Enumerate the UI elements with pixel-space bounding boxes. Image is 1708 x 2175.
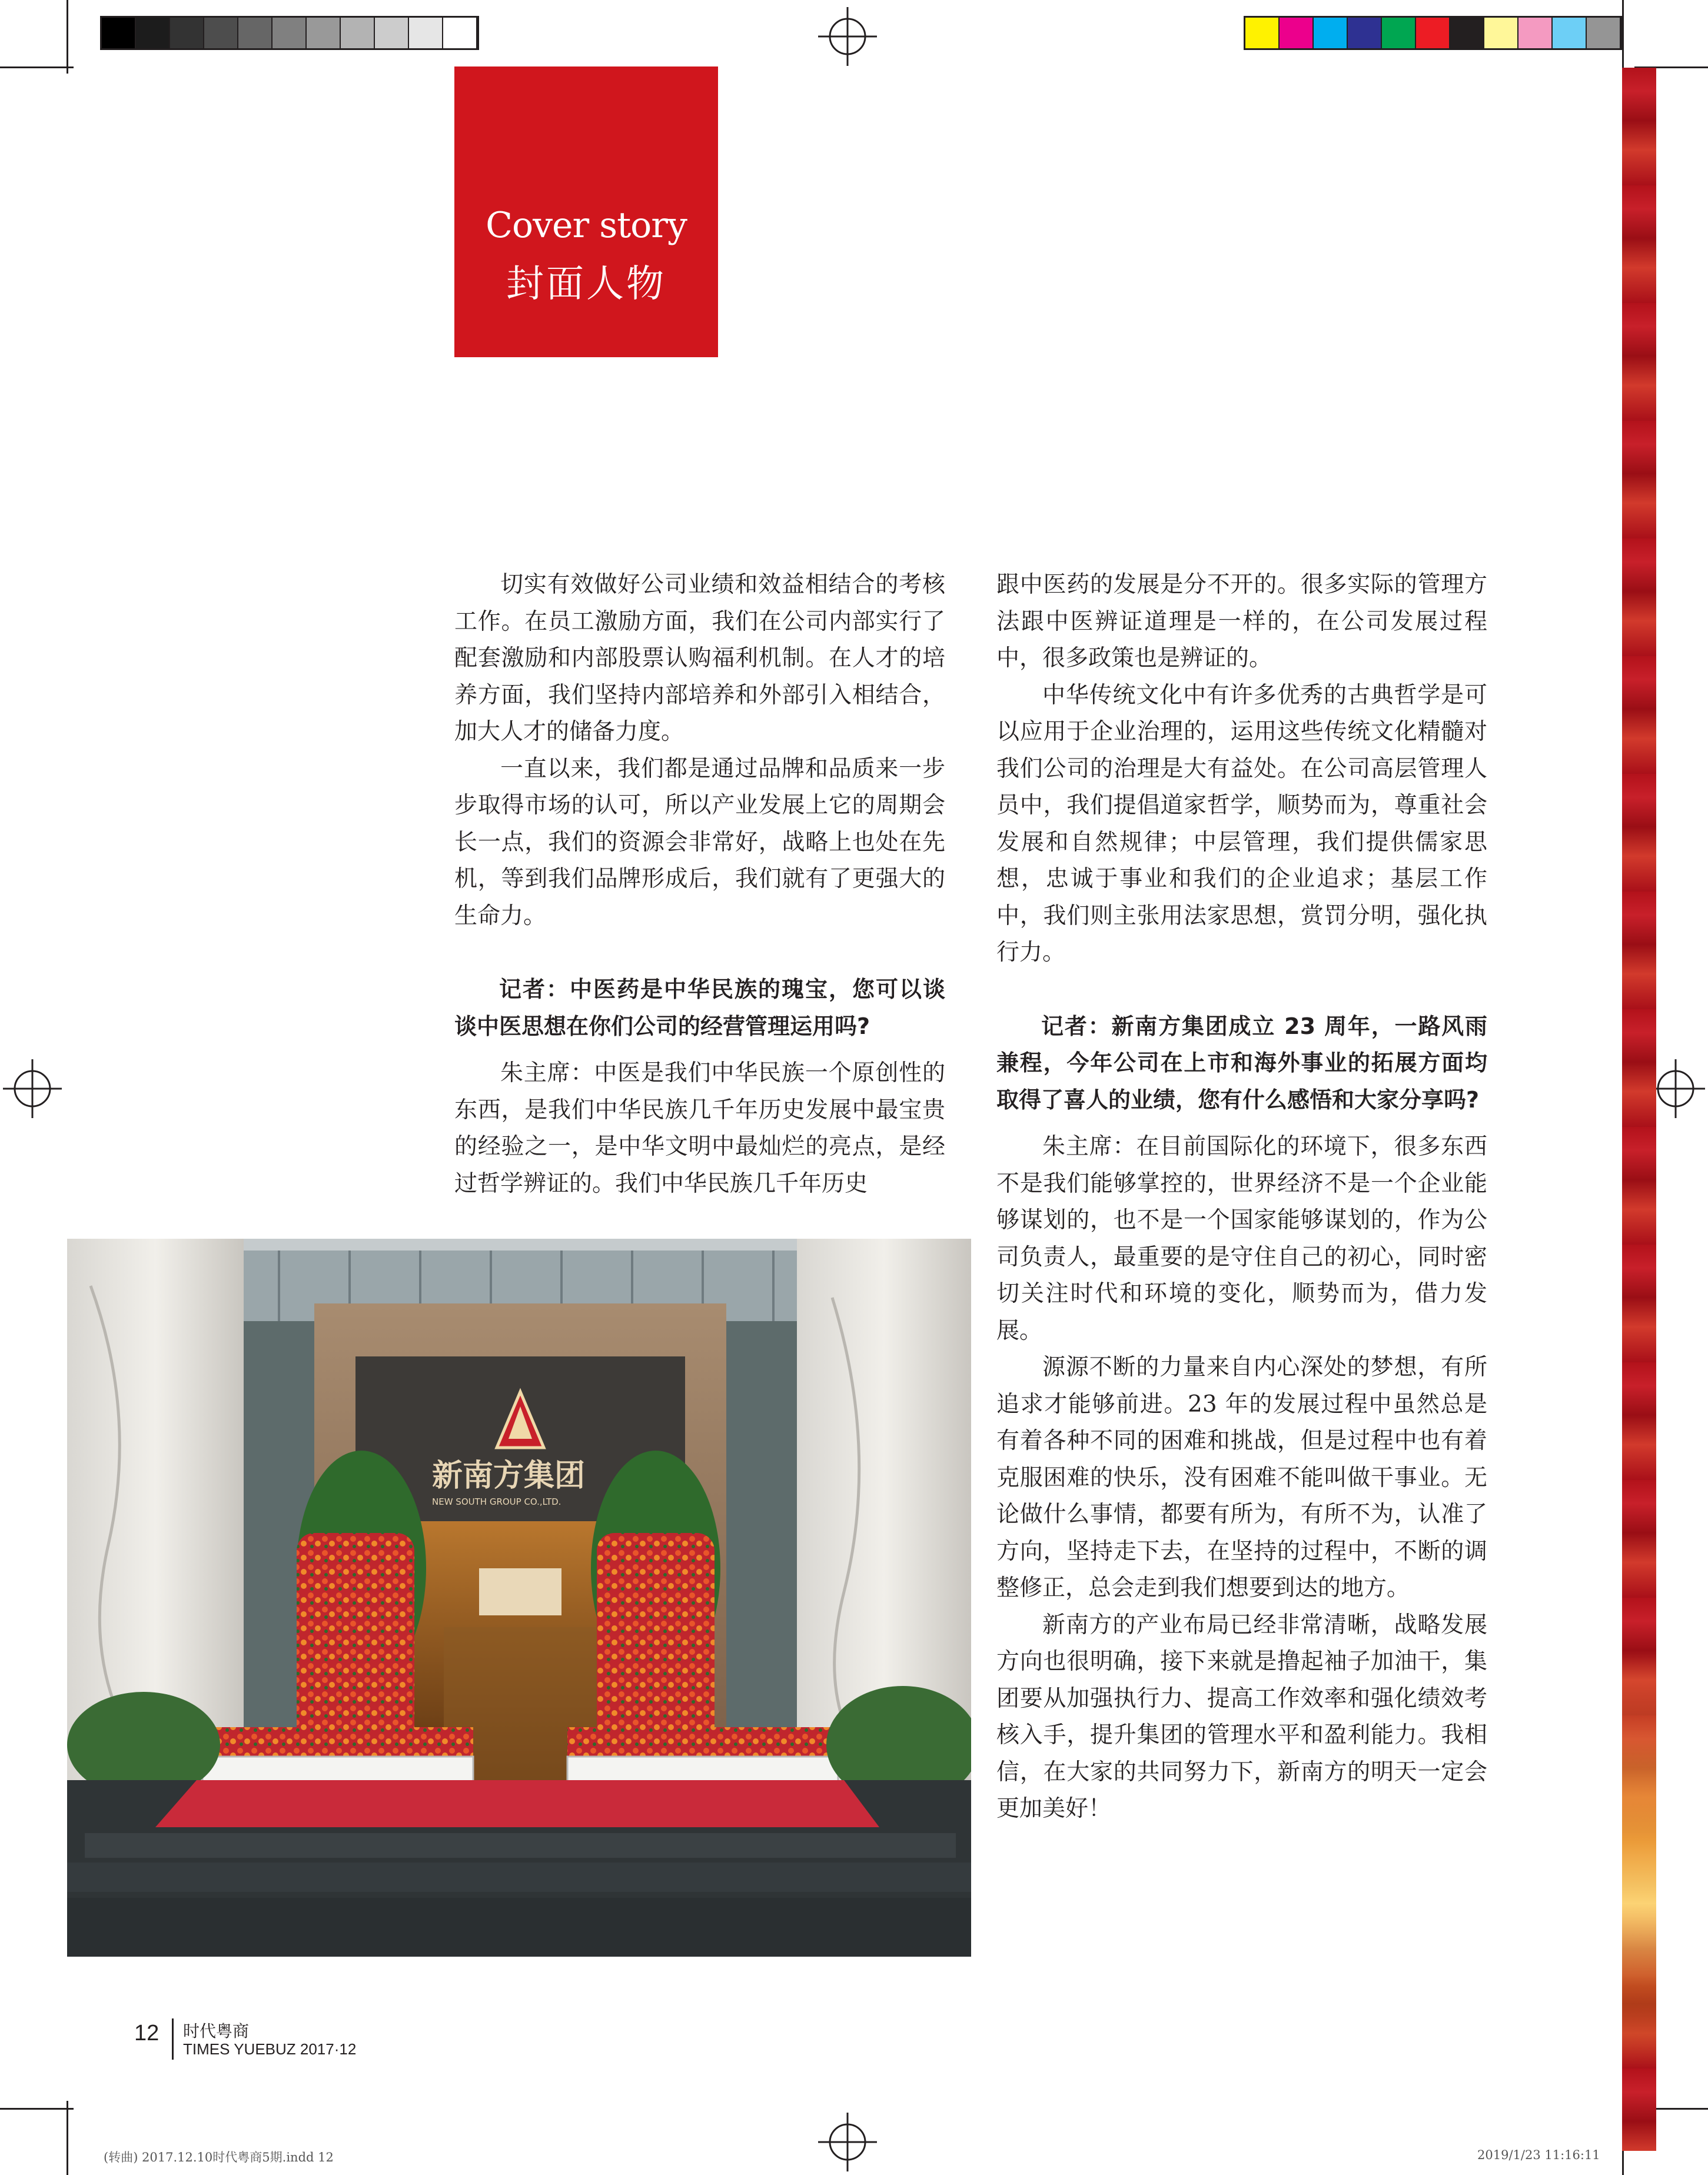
building-sign-cn: 新南方集团 [432,1458,586,1494]
color-swatch [1314,18,1348,48]
registration-mark [818,7,877,66]
crop-mark [1622,0,1624,74]
crop-mark [67,2101,68,2175]
grayscale-color-bar [100,16,479,50]
color-swatch [1245,18,1280,48]
body-paragraph: 朱主席：中医是我们中华民族一个原创性的东西，是我们中华民族几千年历史发展中最宝贵的经验之一，是中华文明中最灿烂的亮点，是经过哲学辨证的。我们中华民族几千年历史 [454,1060,945,1197]
slug-timestamp: 2019/1/23 11:16:11 [1477,2148,1600,2162]
crop-mark [67,0,68,74]
color-swatch [170,18,204,48]
color-swatch [1518,18,1553,48]
left-text-column [454,567,945,1202]
color-swatch [136,18,170,48]
page-number: 12 [134,2021,159,2046]
color-swatch [102,18,136,48]
color-swatch [204,18,238,48]
color-swatch [1280,18,1314,48]
interview-question: 记者：新南方集团成立 23 周年，一路风雨兼程，今年公司在上市和海外事业的拓展方面均取得了喜人的业绩，您有什么感悟和大家分享吗? [996,1013,1487,1113]
color-swatch [1382,18,1416,48]
magazine-name-en: TIMES YUEBUZ 2017·12 [183,2040,357,2058]
crop-mark [0,2108,74,2110]
process-color-bar [1244,16,1623,50]
section-label-block [454,66,718,357]
color-swatch [1416,18,1450,48]
slug-file-name: (转曲) 2017.12.10时代粤商5期.indd 12 [104,2150,334,2164]
interview-question: 记者：中医药是中华民族的瑰宝，您可以谈谈中医思想在你们公司的经营管理运用吗? [454,976,945,1039]
color-swatch [375,18,409,48]
body-paragraph: 朱主席：在目前国际化的环境下，很多东西不是我们能够掌控的，世界经济不是一个企业能够谋划的，也不是一个国家能够谋划的，作为公司负责人，最重要的是守住自己的初心，同时密切关注时代和环境的变化，顺势而为，借力发展。 [996,1133,1487,1344]
crop-mark [0,66,74,68]
body-paragraph: 一直以来，我们都是通过品牌和品质来一步步取得市场的认可，所以产业发展上它的周期会长一点，我们的资源会非常好，战略上也处在先机，等到我们品牌形成后，我们就有了更强大的生命力。 [454,755,945,929]
color-swatch [1348,18,1382,48]
entrance-photo [67,1239,971,1957]
color-swatch [1484,18,1518,48]
registration-mark [3,1059,62,1118]
body-paragraph: 新南方的产业布局已经非常清晰，战略发展方向也很明确，接下来就是撸起袖子加油干，集团要从加强执行力、提高工作效率和强化绩效考核入手，提升集团的管理水平和盈利能力。我相信，在大家的共同努力下，新南方的明天一定会更加美好！ [996,1611,1487,1822]
color-swatch [1450,18,1484,48]
right-text-column [996,567,1487,1828]
magazine-name-cn: 时代粤商 [183,2021,250,2041]
body-paragraph: 跟中医药的发展是分不开的。很多实际的管理方法跟中医辨证道理是一样的，在公司发展过程中，很多政策也是辨证的。 [996,571,1487,671]
body-paragraph: 中华传统文化中有许多优秀的古典哲学是可以应用于企业治理的，运用这些传统文化精髓对我们公司的治理是大有益处。在公司高层管理人员中，我们提倡道家哲学，顺势而为，尊重社会发展和自然规律；中层管理，我们提供儒家思想，忠诚于事业和我们的企业追求；基层工作中，我们则主张用法家思想，赏罚分明，强化执行力。 [996,681,1487,966]
body-paragraph: 切实有效做好公司业绩和效益相结合的考核工作。在员工激励方面，我们在公司内部实行了配套激励和内部股票认购福利机制。在人才的培养方面，我们坚持内部培养和外部引入相结合，加大人才的储备力度。 [454,571,945,745]
building-sign-en: NEW SOUTH GROUP CO.,LTD. [432,1496,561,1507]
section-label-cn: 封面人物 [506,262,666,306]
color-swatch [307,18,341,48]
color-swatch [443,18,477,48]
color-swatch [1587,18,1621,48]
decorative-red-strip [1622,68,1656,2151]
footer-divider [172,2018,174,2060]
color-swatch [238,18,273,48]
section-label-en: Cover story [486,205,687,246]
color-swatch [409,18,443,48]
color-swatch [341,18,375,48]
color-swatch [1553,18,1587,48]
body-paragraph: 源源不断的力量来自内心深处的梦想，有所追求才能够前进。23 年的发展过程中虽然总是有着各种不同的困难和挑战，但是过程中也有着克服困难的快乐，没有困难不能叫做干事业。无论做什么事情，都要有所为，有所不为，认准了方向，坚持走下去，在坚持的过程中，不断的调整修正，总会走到我们想要到达的地方。 [996,1354,1487,1601]
registration-mark [818,2113,877,2171]
color-swatch [273,18,307,48]
